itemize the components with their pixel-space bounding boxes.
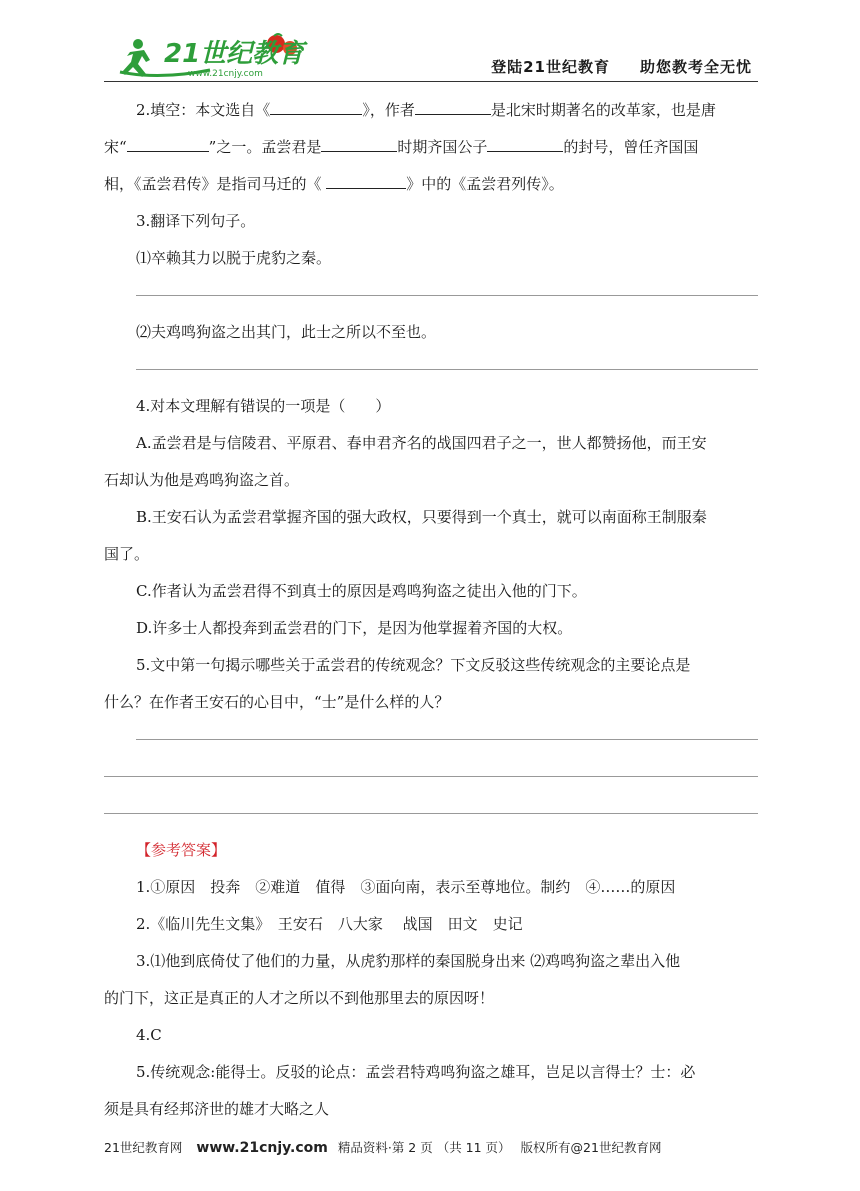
q4-option-a-1: A.孟尝君是与信陵君、平原君、春申君齐名的战国四君子之一，世人都赞扬他，而王安 xyxy=(136,434,707,452)
header-divider xyxy=(104,81,758,82)
blank xyxy=(127,133,209,152)
q2-line-2: 宋“ ”之一。孟尝君是 时期齐国公子 的封号，曾任齐国国 xyxy=(104,129,758,166)
footer-copyright: 版权所有@21世纪教育网 xyxy=(520,1140,662,1155)
answer-5-line-2: 须是具有经邦济世的雄才大略之人 xyxy=(104,1100,330,1118)
page-header xyxy=(104,30,758,82)
blank xyxy=(321,133,397,152)
q3-sentence-2: ⑵夫鸡鸣狗盗之出其门，此士之所以不至也。 xyxy=(136,323,437,341)
q4-option-c: C.作者认为孟尝君得不到真士的原因是鸡鸣狗盗之徒出入他的门下。 xyxy=(136,582,587,600)
answer-1: 1.①原因 投奔 ②难道 值得 ③面向南，表示至尊地位。制约 ④……的原因 xyxy=(136,878,676,896)
q2-line-3: 相，《孟尝君传》是指司马迁的《 》中的《孟尝君列传》。 xyxy=(104,166,758,203)
answer-line xyxy=(104,721,758,758)
blank xyxy=(326,170,406,189)
header-slogan xyxy=(461,56,752,77)
answers-heading: 【参考答案】 xyxy=(136,841,227,859)
document-body xyxy=(104,92,758,1128)
q4-option-d: D.许多士人都投奔到孟尝君的门下，是因为他掌握着齐国的大权。 xyxy=(136,619,573,637)
answer-line xyxy=(104,351,758,388)
footer-site: 21世纪教育网 xyxy=(104,1140,183,1155)
21cnjy-logo xyxy=(116,32,316,80)
footer-page-info: 精品资料·第 2 页 （共 11 页） xyxy=(337,1140,511,1155)
page-footer xyxy=(104,1138,758,1156)
logo-text: 21世纪教育 xyxy=(164,39,305,69)
answer-3-line-1: 3.⑴他到底倚仗了他们的力量，从虎豹那样的秦国脱身出来 ⑵鸡鸣狗盗之辈出入他 xyxy=(136,952,681,970)
q2-line-1: 2.填空：本文选自《 》，作者 是北宋时期著名的改革家，也是唐 xyxy=(104,92,758,129)
q4-option-a-2: 石却认为他是鸡鸣狗盗之首。 xyxy=(104,471,300,489)
q5-line-2: 什么？在作者王安石的心目中，“士”是什么样的人？ xyxy=(104,693,450,711)
q4-title: 4.对本文理解有错误的一项是（ ） xyxy=(136,397,391,415)
q3-title: 3.翻译下列句子。 xyxy=(136,212,256,230)
blank xyxy=(270,96,362,115)
answer-3-line-2: 的门下，这正是真正的人才之所以不到他那里去的原因呀！ xyxy=(104,989,495,1007)
answer-line xyxy=(104,795,758,832)
q5-line-1: 5.文中第一句揭示哪些关于孟尝君的传统观念？下文反驳这些传统观念的主要论点是 xyxy=(136,656,691,674)
blank xyxy=(487,133,563,152)
q4-option-b-1: B.王安石认为孟尝君掌握齐国的强大政权，只要得到一个真士，就可以南面称王制服秦 xyxy=(136,508,707,526)
logo-url: www.21cnjy.com xyxy=(188,69,263,79)
q3-sentence-1: ⑴卒赖其力以脱于虎豹之秦。 xyxy=(136,249,332,267)
answer-2: 2.《临川先生文集》 王安石 八大家 战国 田文 史记 xyxy=(136,915,523,933)
blank xyxy=(415,96,491,115)
slogan-help: 助您教考全无忧 xyxy=(639,58,752,76)
footer-url[interactable]: www.21cnjy.com xyxy=(196,1140,328,1156)
answer-4: 4.C xyxy=(136,1026,162,1044)
answer-5-line-1: 5.传统观念:能得士。反驳的论点：孟尝君特鸡鸣狗盗之雄耳，岂足以言得士？士：必 xyxy=(136,1063,696,1081)
answer-line xyxy=(104,758,758,795)
answer-line xyxy=(104,277,758,314)
slogan-login: 登陆21世纪教育 xyxy=(491,58,610,76)
q4-option-b-2: 国了。 xyxy=(104,545,150,563)
